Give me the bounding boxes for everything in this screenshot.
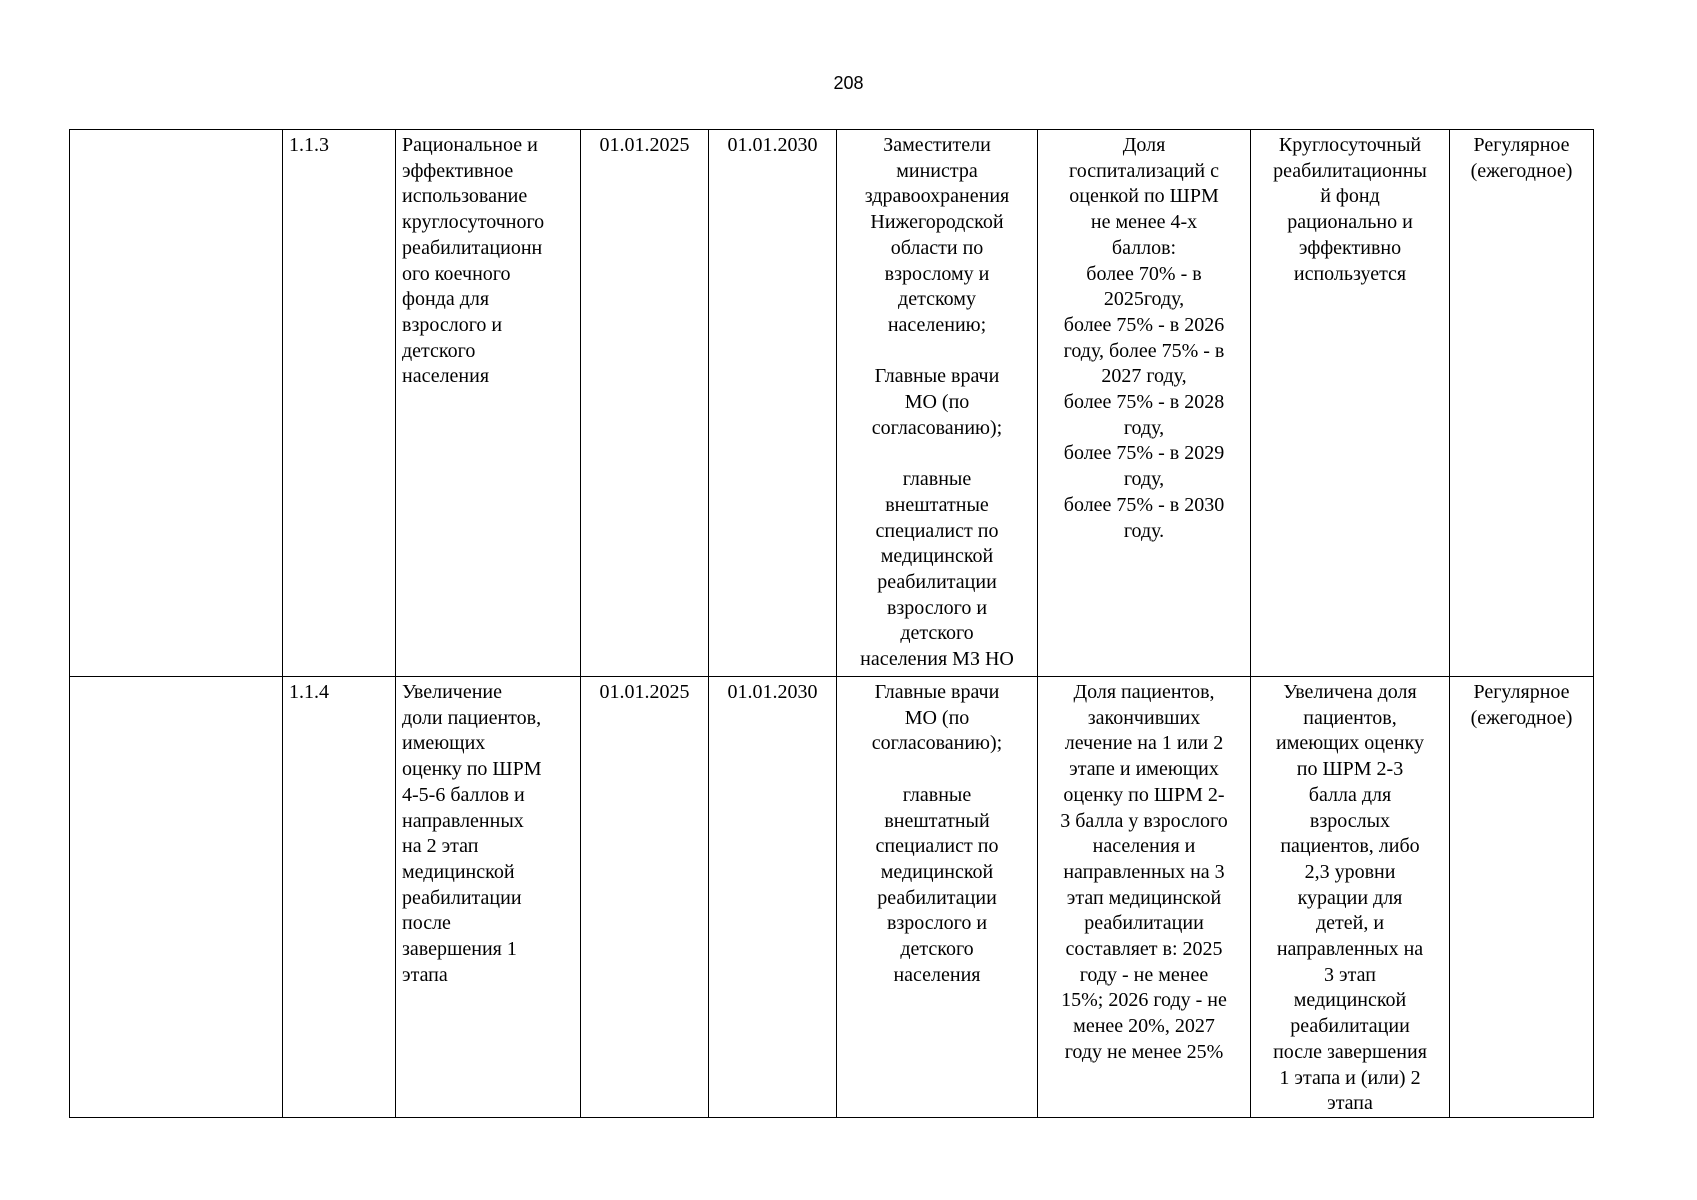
- item-number: 1.1.4: [283, 677, 396, 1118]
- expected-result: Увеличена доля пациентов, имеющих оценку по ШРМ 2-3 балла для взрослых пациентов, либо 2,3 уровни курации для детей, и направленных на 3 этап медицинской реабилитации после завершения 1 этапа и (или) 2 этапа: [1251, 677, 1450, 1118]
- measures-table: [69, 129, 1594, 1118]
- expected-result: Круглосуточный реабилитационны й фонд рационально и эффективно используется: [1251, 130, 1450, 677]
- end-date: 01.01.2030: [709, 130, 837, 677]
- empty-cell: [70, 677, 283, 1118]
- table-row: [70, 130, 1594, 677]
- start-date: 01.01.2025: [581, 130, 709, 677]
- responsible: Главные врачи МО (по согласованию); главные внештатный специалист по медицинской реабилитации взрослого и детского населения: [837, 677, 1038, 1118]
- measure-type: Регулярное (ежегодное): [1450, 677, 1594, 1118]
- measure-name: Увеличение доли пациентов, имеющих оценку по ШРМ 4-5-6 баллов и направленных на 2 этап медицинской реабилитации после завершения 1 этапа: [396, 677, 581, 1118]
- empty-cell: [70, 130, 283, 677]
- page-number: 208: [833, 73, 864, 93]
- indicator: Доля пациентов, закончивших лечение на 1 или 2 этапе и имеющих оценку по ШРМ 2- 3 балла у взрослого населения и направленных на 3 этап медицинской реабилитации составляет в: 2025 году - не менее 15%; 2026 году - не менее 20%, 2027 году не менее 25%: [1038, 677, 1251, 1118]
- responsible: Заместители министра здравоохранения Нижегородской области по взрослому и детскому населению; Главные врачи МО (по согласованию); главные внештатные специалист по медицинской реабилитации взрослого и детского населения МЗ НО: [837, 130, 1038, 677]
- item-number: 1.1.3: [283, 130, 396, 677]
- measure-name: Рациональное и эффективное использование круглосуточного реабилитационн ого коечного фонда для взрослого и детского населения: [396, 130, 581, 677]
- table-row: [70, 677, 1594, 1118]
- start-date: 01.01.2025: [581, 677, 709, 1118]
- measure-type: Регулярное (ежегодное): [1450, 130, 1594, 677]
- end-date: 01.01.2030: [709, 677, 837, 1118]
- indicator: Доля госпитализаций с оценкой по ШРМ не менее 4-х баллов: более 70% - в 2025году, более 75% - в 2026 году, более 75% - в 2027 году, более 75% - в 2028 году, более 75% - в 2029 году, более 75% - в 2030 году.: [1038, 130, 1251, 677]
